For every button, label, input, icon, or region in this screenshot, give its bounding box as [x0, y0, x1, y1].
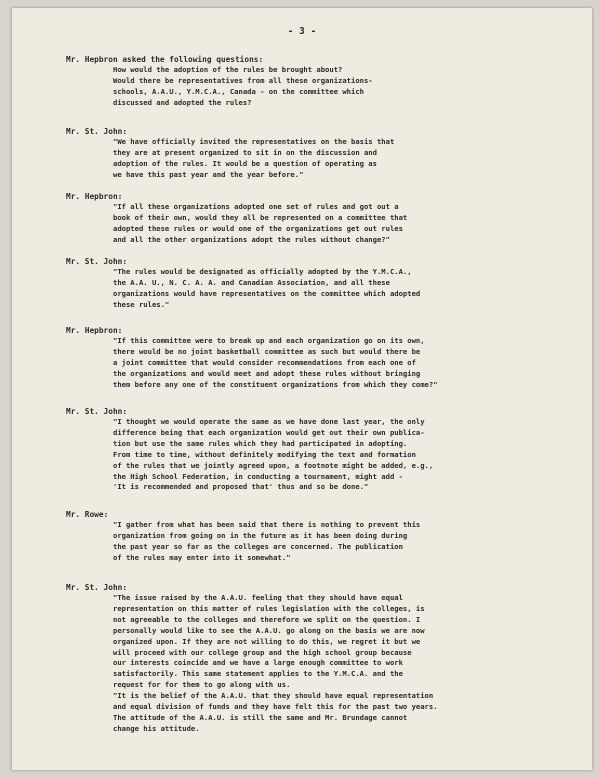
text-line: "I thought we would operate the same as we have done last year, the only — [113, 417, 425, 426]
text-line: organization from going on in the future as it has been doing during — [113, 530, 408, 540]
text-line: difference being that each organization would get out their own publica- — [113, 427, 425, 437]
text-line: "We have officially invited the representatives on the basis that — [113, 137, 395, 146]
text-line: representation on this matter of rules legislation with the colleges, is — [113, 603, 425, 613]
text-line: of the rules that we jointly agreed upon, a footnote might be added, e.g., — [113, 460, 434, 470]
entry-5 — [66, 325, 572, 391]
speaker-label: Mr. Hepbron: — [66, 192, 123, 201]
text-line: adopted these rules or would one of the organizations get out rules — [113, 223, 403, 233]
text-line: a joint committee that would consider recommendations from each one of — [113, 357, 416, 367]
text-line: change his attitude. — [113, 723, 200, 733]
text-line: not agreeable to the colleges and therefore we split on the question. I — [113, 614, 421, 624]
text-line: them before any one of the constituent organizations from which they come?" — [113, 379, 438, 389]
text-line: there would be no joint basketball committee as such but would there be — [113, 346, 421, 356]
text-line: "If this committee were to break up and each organization go on its own, — [113, 336, 425, 345]
text-line: these rules." — [113, 299, 170, 309]
text-line: will proceed with our college group and the high school group because — [113, 647, 412, 657]
speaker-label: Mr. St. John: — [66, 257, 128, 266]
text-line: request for for them to go along with us. — [113, 680, 291, 690]
text-line: organized upon. If they are not willing to do this, we regret it but we — [113, 636, 421, 646]
text-line: the organizations and would meet and adopt these rules without bringing — [113, 368, 421, 378]
text-line: personally would like to see the A.A.U. go along on the basis we are now — [113, 625, 425, 635]
text-line: schools, A.A.U., Y.M.C.A., Canada - on the committee which — [113, 86, 364, 96]
text-line: 'It is recommended and proposed that' thus and so be done." — [113, 482, 369, 492]
text-line: satisfactorily. This same statement applies to the Y.M.C.A. and the — [113, 669, 403, 679]
page-number: - 3 - — [287, 26, 317, 37]
text-line: Would there be representatives from all these organizations- — [113, 75, 373, 85]
text-line: "If all these organizations adopted one set of rules and got out a — [113, 202, 399, 211]
text-line: "I gather from what has been said that there is nothing to prevent this — [113, 520, 421, 529]
speaker-label: Mr. Hepbron: — [66, 326, 123, 335]
text-line: "The issue raised by the A.A.U. feeling that they should have equal — [113, 593, 403, 602]
text-line: of the rules may enter into it somewhat." — [113, 552, 291, 562]
entry-8 — [66, 582, 572, 735]
text-line: they are at present organized to sit in on the discussion and — [113, 147, 377, 157]
speaker-label: Mr. Hepbron asked the following questions: — [66, 55, 264, 64]
speaker-label: Mr. St. John: — [66, 407, 128, 416]
text-line: the A.A. U., N. C. A. A. and Canadian Association, and all these — [113, 277, 390, 287]
entry-4 — [66, 256, 572, 311]
entry-3 — [66, 191, 572, 246]
speaker-label: Mr. Rowe: — [66, 510, 109, 519]
speaker-label: Mr. St. John: — [66, 583, 128, 592]
entry-6 — [66, 406, 572, 493]
text-line: the past year so far as the colleges are concerned. The publication — [113, 541, 403, 551]
text-line: tion but use the same rules which they had participated in adopting. — [113, 438, 408, 448]
document-page — [12, 8, 592, 770]
text-line: "The rules would be designated as officially adopted by the Y.M.C.A., — [113, 267, 412, 276]
text-line: our interests coincide and we have a large enough committee to work — [113, 658, 403, 668]
text-line: How would the adoption of the rules be brought about? — [113, 65, 343, 74]
entry-7 — [66, 509, 572, 564]
text-line: the High School Federation, in conducting a tournament, might add - — [113, 471, 403, 481]
text-line: discussed and adopted the rules? — [113, 97, 252, 107]
text-line: organizations would have representatives on the committee which adopted — [113, 288, 421, 298]
text-line: From time to time, without definitely modifying the text and formation — [113, 449, 416, 459]
text-line: The attitude of the A.A.U. is still the same and Mr. Brundage cannot — [113, 712, 408, 722]
text-line: and all the other organizations adopt the rules without change?" — [113, 234, 390, 244]
text-line: we have this past year and the year before." — [113, 169, 304, 179]
entry-1 — [66, 54, 572, 109]
speaker-label: Mr. St. John: — [66, 127, 128, 136]
text-line: and equal division of funds and they have felt this for the past two years. — [113, 702, 438, 712]
entry-2 — [66, 126, 572, 181]
text-line: adoption of the rules. It would be a question of operating as — [113, 158, 377, 168]
text-line: "It is the belief of the A.A.U. that they should have equal representation — [113, 691, 434, 701]
text-line: book of their own, would they all be represented on a committee that — [113, 212, 408, 222]
